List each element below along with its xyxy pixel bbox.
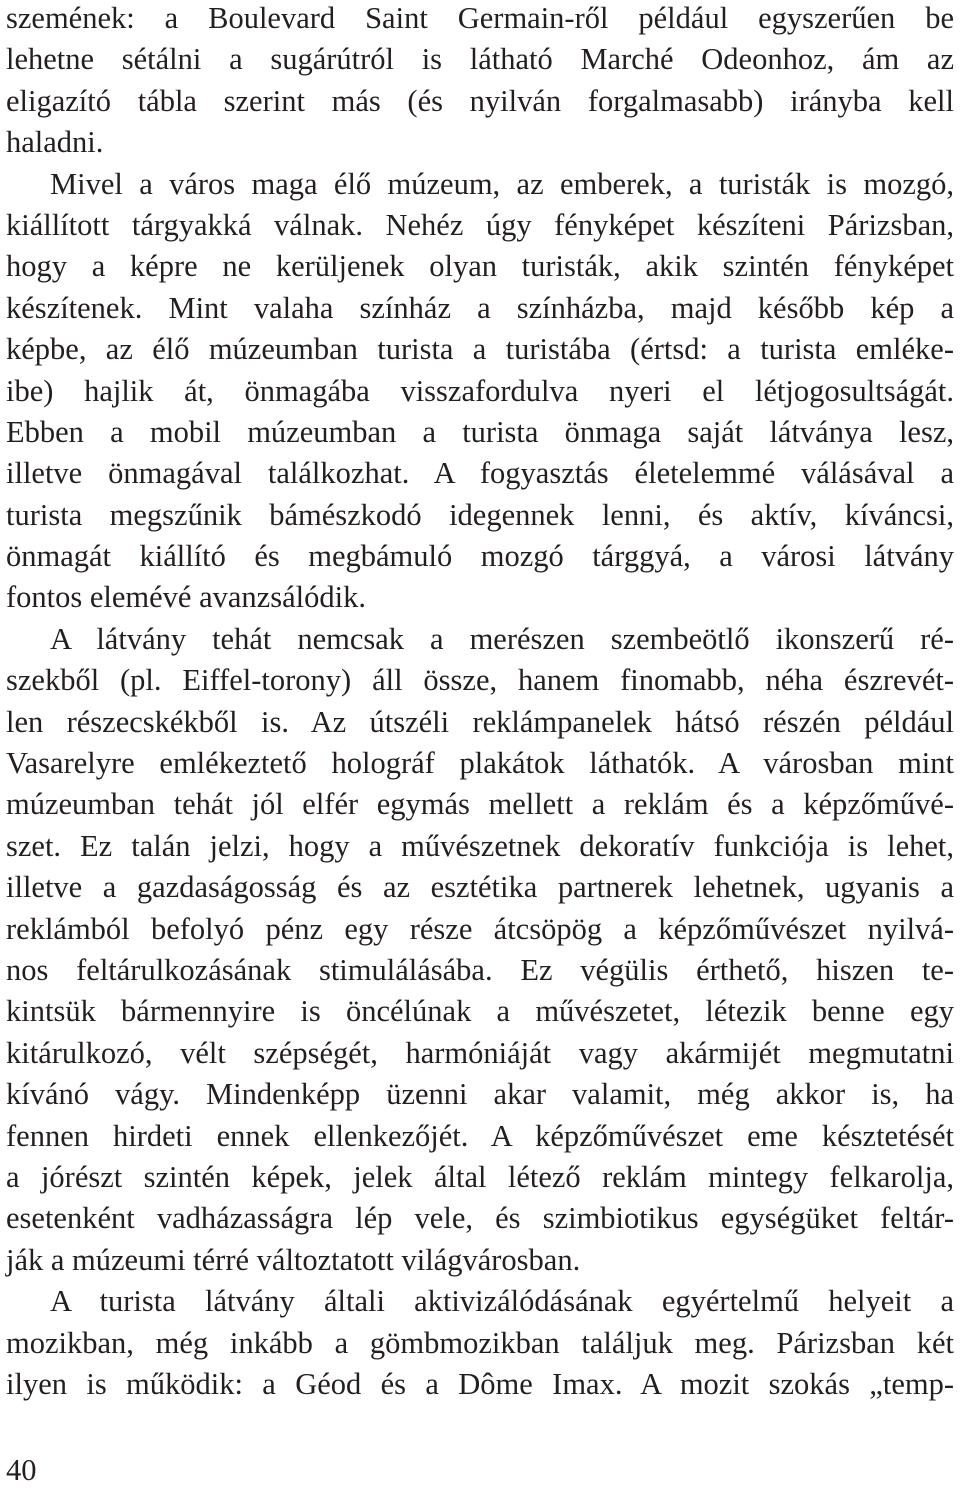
- text-line: kintsük bármennyire is öncélúnak a művészetet, létezik benne egy: [6, 994, 954, 1029]
- text-line: eligazító tábla szerint más (és nyilván forgalmasabb) irányba kell: [6, 83, 954, 118]
- text-line: kiállított tárgyakká válnak. Nehéz úgy fényképet készíteni Párizsban,: [6, 207, 954, 242]
- text-line: fontos elemévé avanzsálódik.: [6, 580, 366, 615]
- text-line: ilyen is működik: a Géod és a Dôme Imax. A mozit szokás „temp-: [6, 1366, 954, 1401]
- text-line: illetve önmagával találkozhat. A fogyasztás életelemmé válásával a: [6, 456, 954, 491]
- page-number: 40: [6, 1453, 37, 1487]
- body-text: [6, 0, 954, 1405]
- text-line: kívánó vágy. Mindenképp üzenni akar valamit, még akkor is, ha: [6, 1077, 954, 1112]
- text-line: a jórészt szintén képek, jelek által létező reklám mintegy felkarolja,: [6, 1159, 954, 1194]
- text-line: szet. Ez talán jelzi, hogy a művészetnek dekoratív funkciója is lehet,: [6, 828, 954, 863]
- text-line: illetve a gazdaságosság és az esztétika partnerek lehetnek, ugyanis a: [6, 870, 954, 905]
- text-line: hogy a képre ne kerüljenek olyan turisták, akik szintén fényképet: [6, 249, 954, 284]
- text-line: Vasarelyre emlékeztető holográf plakátok láthatók. A városban mint: [6, 746, 954, 781]
- text-line: ibe) hajlik át, önmagába visszafordulva nyeri el létjogosultságát.: [6, 373, 954, 408]
- text-line: képbe, az élő múzeumban turista a turistába (értsd: a turista emléke-: [6, 332, 954, 367]
- text-line: készítenek. Mint valaha színház a színházba, majd később kép a: [6, 290, 954, 325]
- text-line: szemének: a Boulevard Saint Germain-ről például egyszerűen be: [6, 1, 954, 35]
- text-line: kitárulkozó, vélt szépségét, harmóniáját vagy akármijét megmutatni: [6, 1035, 954, 1070]
- text-line: len részecskékből is. Az útszéli reklámpanelek hátsó részén például: [6, 704, 954, 739]
- text-line: A látvány tehát nemcsak a merészen szembeötlő ikonszerű ré-: [50, 621, 954, 656]
- text-line: mozikban, még inkább a gömbmozikban találjuk meg. Párizsban két: [6, 1325, 954, 1360]
- text-line: turista megszűnik bámészkodó idegennek lenni, és aktív, kíváncsi,: [6, 497, 954, 532]
- text-line: haladni.: [6, 125, 104, 160]
- text-line: Mivel a város maga élő múzeum, az emberek, a turisták is mozgó,: [50, 166, 954, 201]
- text-line: szekből (pl. Eiffel-torony) áll össze, hanem finomabb, néha észrevét-: [6, 663, 954, 698]
- text-line: lehetne sétálni a sugárútról is látható Marché Odeonhoz, ám az: [6, 42, 954, 77]
- text-line: múzeumban tehát jól elfér egymás mellett a reklám és a képzőművé-: [6, 787, 954, 822]
- text-line: nos feltárulkozásának stimulálásába. Ez végülis érthető, hiszen te-: [6, 952, 954, 987]
- text-line: önmagát kiállító és megbámuló mozgó tárggyá, a városi látvány: [6, 539, 954, 574]
- text-line: A turista látvány általi aktivizálódásának egyértelmű helyeit a: [50, 1284, 954, 1319]
- text-line: Ebben a mobil múzeumban a turista önmaga saját látványa lesz,: [6, 414, 954, 449]
- text-line: reklámból befolyó pénz egy része átcsöpög a képzőművészet nyilvá-: [6, 911, 954, 946]
- text-line: ják a múzeumi térré változtatott világvárosban.: [6, 1242, 581, 1277]
- text-line: fennen hirdeti ennek ellenkezőjét. A képzőművészet eme késztetését: [6, 1118, 954, 1153]
- text-line: esetenként vadházasságra lép vele, és szimbiotikus egységüket feltár-: [6, 1201, 954, 1236]
